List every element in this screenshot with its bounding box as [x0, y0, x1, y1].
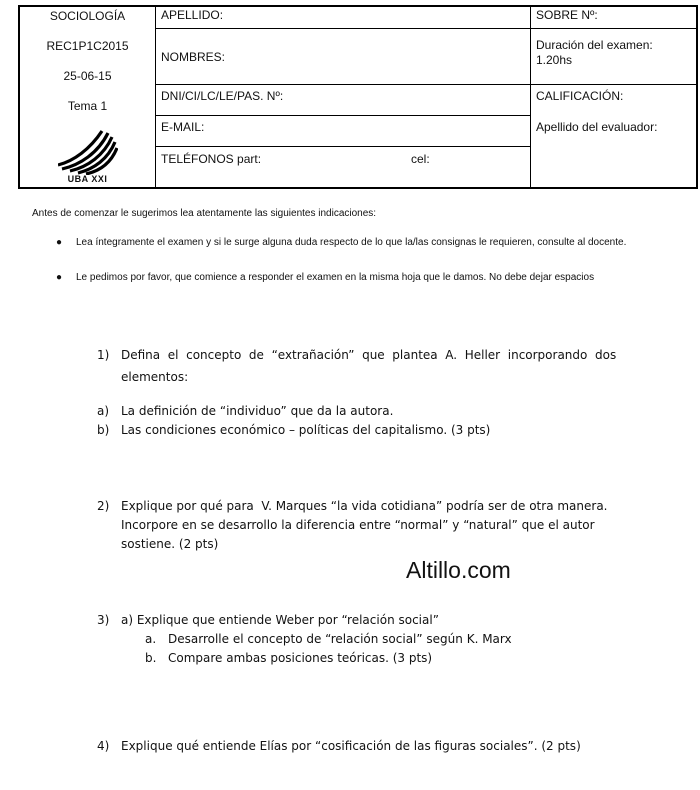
- telefonos-label: TELÉFONOS part:: [161, 152, 262, 166]
- sub-marker: a.: [145, 632, 157, 646]
- uba-xxi-logo-icon: [58, 129, 118, 175]
- email-field[interactable]: [155, 116, 530, 147]
- student-info-column: [155, 7, 531, 187]
- question-text: Incorpore en se desarrollo la diferencia entre “normal” y “natural” que el autor: [121, 518, 595, 532]
- question-text: Explique por qué para V. Marques “la vida cotidiana” podría ser de otra manera.: [121, 499, 608, 513]
- evaluador-field: [530, 116, 696, 147]
- sub-question-text: La definición de “individuo” que da la autora.: [121, 404, 394, 418]
- apellido-field[interactable]: [155, 7, 530, 29]
- sobre-field: [530, 7, 696, 29]
- calificacion-field: [530, 85, 696, 116]
- instruction-text: Lea íntegramente el examen y si le surge alguna duda respecto de lo que la/las consignas le requieren, consulte al docente.: [76, 237, 627, 248]
- exam-info-column: [20, 7, 156, 187]
- sub-question-text: Compare ambas posiciones teóricas. (3 pts): [168, 651, 433, 665]
- question-number: 2): [97, 499, 110, 513]
- sub-question-text: Desarrolle el concepto de “relación social” según K. Marx: [168, 632, 512, 646]
- sobre-label: SOBRE Nº:: [536, 8, 598, 22]
- instruction-text: Le pedimos por favor, que comience a responder el examen en la misma hoja que le damos. No debe dejar espacios: [76, 272, 595, 283]
- sub-marker: a): [97, 404, 110, 418]
- exam-code: REC1P1C2015: [46, 39, 129, 53]
- exam-topic: Tema 1: [67, 99, 108, 113]
- cel-label: cel:: [411, 152, 430, 166]
- sub-marker: b.: [145, 651, 157, 665]
- instructions-intro: Antes de comenzar le sugerimos lea atentamente las siguientes indicaciones:: [32, 208, 377, 219]
- nombres-field[interactable]: [155, 29, 530, 85]
- watermark: Altillo.com: [406, 557, 511, 583]
- question-text: elementos:: [121, 370, 189, 384]
- duracion-label: Duración del examen: 1.20hs: [536, 38, 653, 67]
- exam-date: 25-06-15: [63, 69, 112, 83]
- exam-header-table: [18, 5, 698, 189]
- question-text: a) Explique que entiende Weber por “relación social”: [121, 613, 439, 627]
- nombres-label: NOMBRES:: [161, 50, 226, 64]
- question-number: 3): [97, 613, 110, 627]
- duracion-field: [530, 29, 696, 85]
- dni-field[interactable]: [155, 85, 530, 116]
- question-text: sostiene. (2 pts): [121, 537, 219, 551]
- calificacion-label: CALIFICACIÓN:: [536, 89, 624, 103]
- telefonos-field[interactable]: [155, 147, 530, 187]
- bullet-icon: ●: [56, 272, 63, 283]
- bullet-icon: ●: [56, 237, 63, 248]
- dni-label: DNI/CI/LC/LE/PAS. Nº:: [161, 89, 284, 103]
- evaluador-label: Apellido del evaluador:: [536, 120, 658, 134]
- question-text: Defina el concepto de “extrañación” que plantea A. Heller incorporando dos: [121, 348, 617, 362]
- question-text: Explique qué entiende Elías por “cosificación de las figuras sociales”. (2 pts): [121, 739, 581, 753]
- email-label: E-MAIL:: [161, 120, 205, 134]
- question-number: 1): [97, 348, 110, 362]
- sub-question-text: Las condiciones económico – políticas del capitalismo. (3 pts): [121, 423, 491, 437]
- grading-column: [530, 7, 696, 187]
- sub-marker: b): [97, 423, 110, 437]
- apellido-label: APELLIDO:: [161, 8, 224, 22]
- subject-label: SOCIOLOGÍA: [49, 9, 126, 23]
- logo-text: UBA XXI: [67, 174, 108, 184]
- question-number: 4): [97, 739, 110, 753]
